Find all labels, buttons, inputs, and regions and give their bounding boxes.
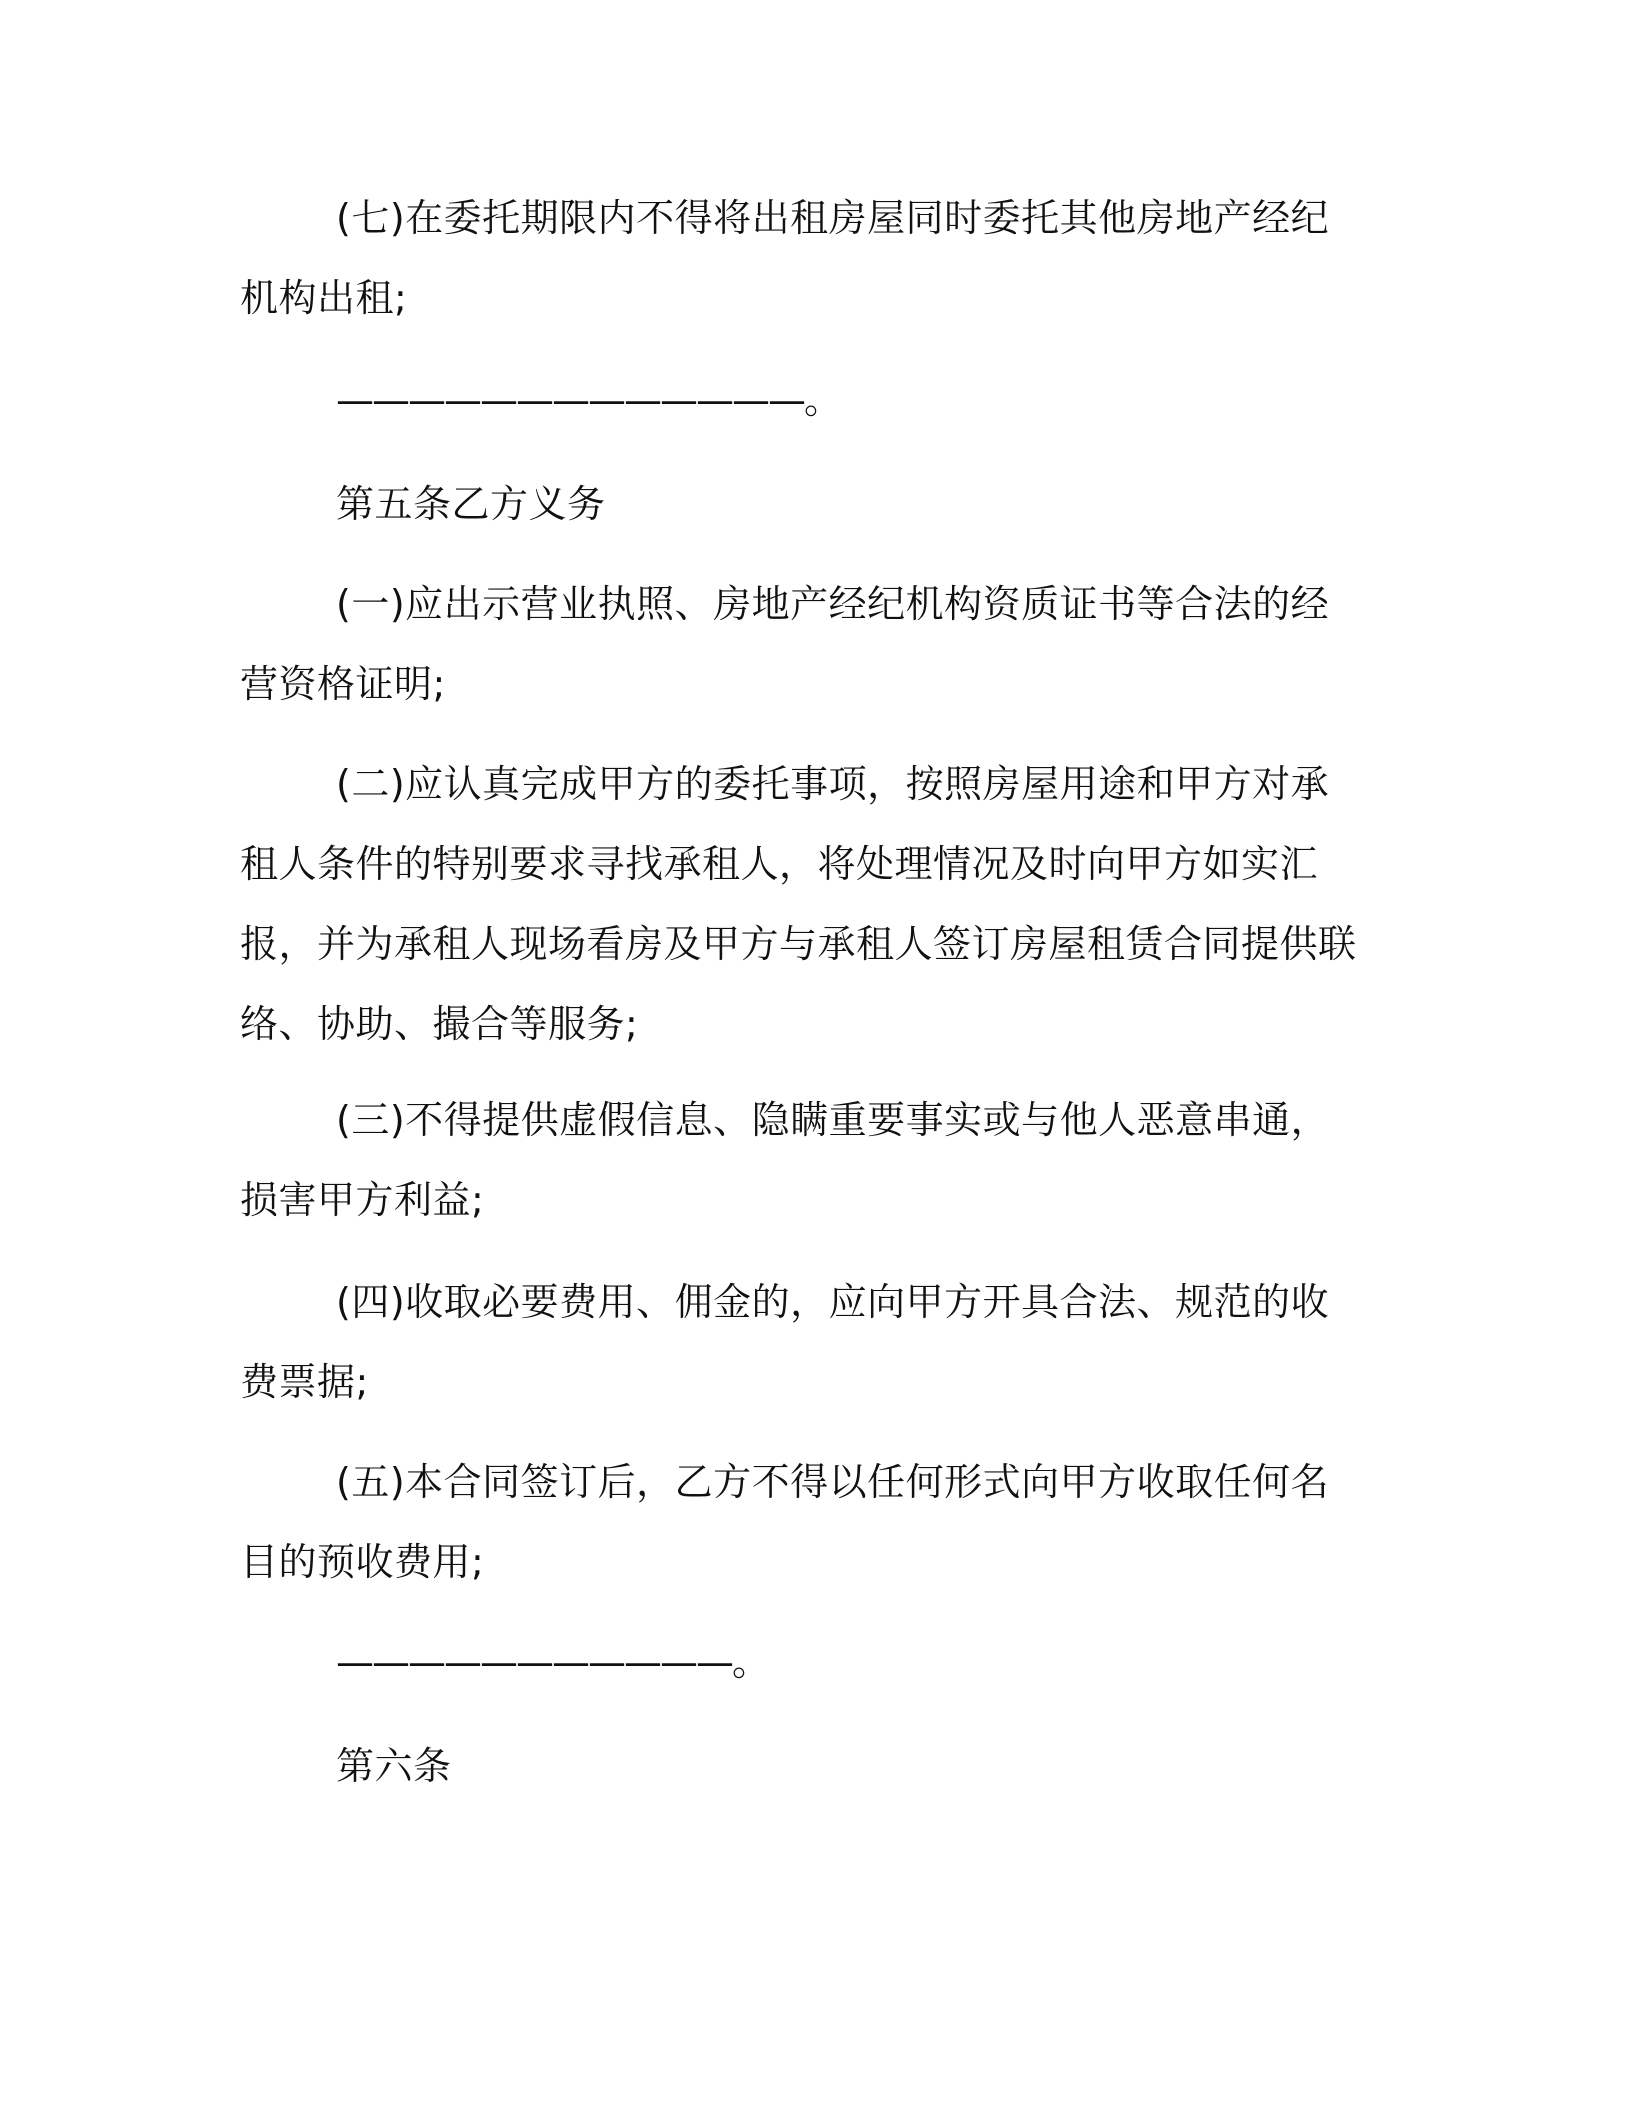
blank-fill-line: —————————————。 bbox=[336, 378, 841, 422]
article-heading: 第六条 bbox=[336, 1744, 452, 1788]
clause-item-1: (一)应出示营业执照、房地产经纪机构资质证书等合法的经营资格证明; bbox=[240, 582, 1330, 706]
clause-item-2: (二)应认真完成甲方的委托事项，按照房屋用途和甲方对承租人条件的特别要求寻找承租人，将处理情况及时向甲方如实汇报，并为承租人现场看房及甲方与承租人签订房屋租赁合同提供联络、协助、撮合等服务; bbox=[240, 762, 1357, 1046]
clause-item-4: (四)收取必要费用、佣金的，应向甲方开具合法、规范的收费票据; bbox=[240, 1280, 1330, 1404]
clause-item-3: (三)不得提供虚假信息、隐瞒重要事实或与他人恶意串通，损害甲方利益; bbox=[240, 1098, 1330, 1222]
article-heading: 第五条乙方义务 bbox=[336, 482, 606, 526]
clause-item-7: (七)在委托期限内不得将出租房屋同时委托其他房地产经纪机构出租; bbox=[240, 196, 1330, 320]
clause-item-5: (五)本合同签订后，乙方不得以任何形式向甲方收取任何名目的预收费用; bbox=[240, 1460, 1330, 1584]
blank-fill-line: ———————————。 bbox=[336, 1640, 769, 1684]
